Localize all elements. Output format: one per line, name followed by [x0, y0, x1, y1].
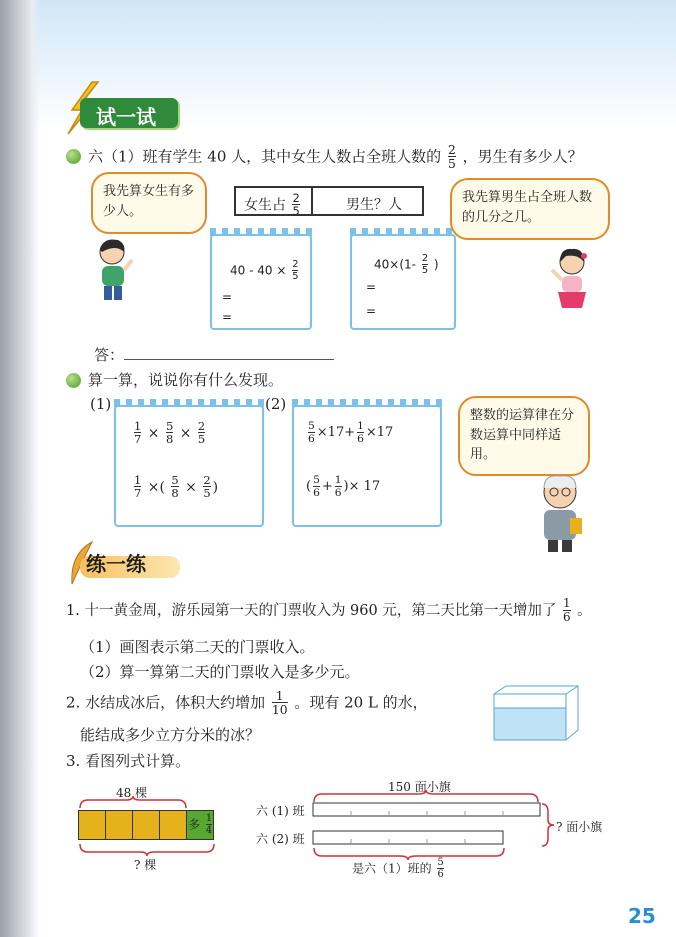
try-title: 试一试: [96, 105, 156, 129]
label-1: (1): [90, 395, 112, 413]
calc-note-left: 40 - 40 × $\frac{2}{5}$ = =: [210, 234, 312, 330]
brace-bottom-icon: [78, 842, 216, 856]
problem2-text: 算一算，说说你有什么发现。: [88, 371, 284, 389]
page-number: 25: [628, 904, 656, 928]
bullet-icon: [66, 149, 81, 164]
practice-q2c: 能结成多少立方分米的冰？: [80, 726, 261, 744]
calc-note-2-2: $\frac{5}{6}$ ×17+ $\frac{1}{6}$ ×17 ( $\frac{5}{6}$ + $\frac{1}{6}$ )× 17: [292, 405, 442, 527]
problem1-text: 六（1）班有学生 40 人，其中女生人数占全班人数的 $\frac{2}{5}$ ，男生有多少人？: [88, 143, 583, 172]
teacher-figure-icon: [530, 470, 590, 554]
practice-q1b: （2）算一算第二天的门票收入是多少元。: [80, 663, 360, 681]
boy-figure-icon: [92, 236, 136, 302]
trees-top-label: 48 棵: [116, 786, 148, 800]
water-tank-icon: [492, 684, 580, 742]
practice-q3: 3. 看图列式计算。: [66, 752, 191, 770]
flags-right-brace-icon: [540, 802, 556, 848]
tree-bar-cell: [159, 810, 187, 840]
flags-right-label: ? 面小旗: [556, 820, 603, 834]
fraction: $\frac{2}{5}$: [447, 143, 456, 172]
practice-q1a: （1）画图表示第二天的门票收入。: [80, 638, 315, 656]
trees-bottom-label: ? 棵: [134, 858, 157, 872]
table-left: 女生占 $\frac{2}{5}$: [244, 191, 300, 219]
flags-bottom-label: 是六（1）班的 $\frac{5}{6}$: [352, 857, 444, 880]
label-2: (2): [265, 395, 287, 413]
table-right: 男生？人: [346, 197, 402, 213]
speech-bubble-teacher: 整数的运算律在分数运算中同样适用。: [458, 396, 590, 476]
practice-q2: 2. 水结成冰后，体积大约增加 $\frac{1}{10}$ 。现有 20 L 的水，: [66, 689, 428, 718]
speech-bubble-girl: 我先算男生占全班人数的几分之几。: [450, 178, 610, 240]
practice-q1: 1. 十一黄金周，游乐园第一天的门票收入为 960 元，第二天比第一天增加了 $\frac{1}{6}$ 。: [66, 596, 592, 624]
bullet-icon: [66, 373, 81, 388]
tree-bar-cell: [78, 810, 106, 840]
girl-figure-icon: [548, 246, 594, 318]
class1-label: 六 (1) 班: [256, 804, 305, 818]
calc-note-right: 40×(1- $\frac{2}{5}$ ) = =: [350, 234, 456, 330]
answer-label: 答：: [94, 346, 125, 364]
flags-top-label: 150 面小旗: [388, 780, 451, 794]
answer-blank[interactable]: [124, 359, 334, 360]
left-page-shadow: [0, 0, 40, 937]
class1-bar: [312, 802, 542, 818]
tree-bar-cell: [132, 810, 160, 840]
class2-bar: [312, 830, 506, 846]
practice-title: 练一练: [86, 552, 146, 576]
ratio-table: [234, 186, 424, 219]
tree-bar-cell: [105, 810, 133, 840]
brace-top-icon: [78, 796, 188, 810]
class2-label: 六 (2) 班: [256, 832, 305, 846]
trees-more-label: 多 $\frac{1}{4}$: [188, 813, 213, 836]
calc-note-2-1: $\frac{1}{7}$ × $\frac{5}{8}$ × $\frac{2}{5}$ $\frac{1}{7}$ ×( $\frac{5}{8}$ × $\frac{2}{5}$ ): [114, 405, 264, 527]
speech-bubble-boy: 我先算女生有多少人。: [91, 172, 207, 234]
